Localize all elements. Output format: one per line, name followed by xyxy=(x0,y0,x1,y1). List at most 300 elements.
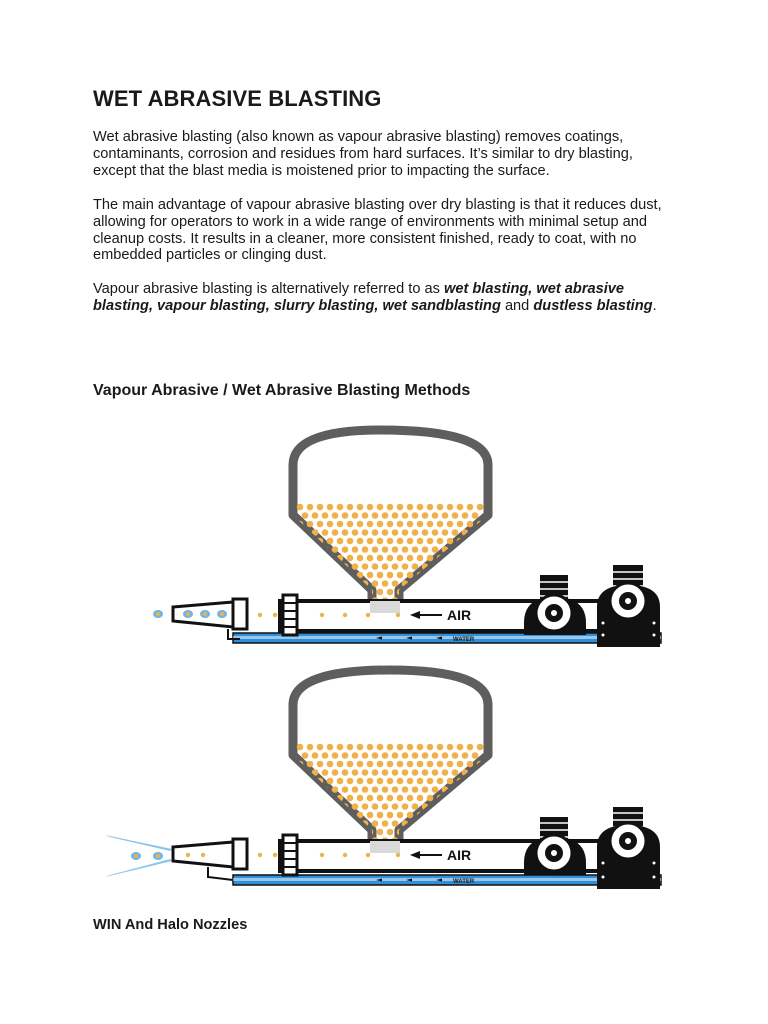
media-particle xyxy=(472,803,479,810)
media-particle xyxy=(307,812,314,819)
media-particle xyxy=(322,563,329,570)
media-particle xyxy=(442,563,449,570)
advantage-paragraph: The main advantage of vapour abrasive blasting over dry blasting is that it reduces dust, allowing for operators to work in a wide range of environments with minimal setup and cleanup costs. It results in a cleaner, more consistent finished, ready to coat, with no embedded particles or clinging dust. xyxy=(93,197,662,264)
media-particle xyxy=(372,786,379,793)
media-particle xyxy=(377,829,384,836)
media-particle xyxy=(332,803,339,810)
media-particle xyxy=(397,521,404,528)
media-particle xyxy=(387,589,394,596)
media-particle xyxy=(307,795,314,802)
media-particle xyxy=(457,761,464,768)
media-particle xyxy=(322,820,329,827)
media-particle xyxy=(352,563,359,570)
media-particle xyxy=(407,795,414,802)
media-particle xyxy=(317,572,324,579)
media-particle xyxy=(302,820,309,827)
media-particle xyxy=(347,761,354,768)
media-particle xyxy=(312,512,319,519)
media-particle xyxy=(397,744,404,751)
media-particle xyxy=(467,504,474,511)
media-particle xyxy=(472,546,479,553)
media-particle xyxy=(472,580,479,587)
media-particle xyxy=(317,829,324,836)
mixing-chamber xyxy=(370,601,400,613)
media-particle xyxy=(387,795,394,802)
media-particle xyxy=(327,812,334,819)
water-pump xyxy=(597,807,660,889)
media-particle xyxy=(347,521,354,528)
media-particle xyxy=(392,563,399,570)
media-particle xyxy=(412,803,419,810)
media-particle xyxy=(337,778,344,785)
media-particle xyxy=(372,512,379,519)
media-particle xyxy=(337,521,344,528)
subsection-heading: WIN And Halo Nozzles xyxy=(93,917,248,933)
media-particle xyxy=(327,744,334,751)
blasting-diagram-halo xyxy=(100,665,670,905)
media-particle xyxy=(352,786,359,793)
intro-paragraph: Wet abrasive blasting (also known as vapour abrasive blasting) removes coatings, contaminants, corrosion and residues from hard surfaces. It’s similar to dry blasting, except that the blast media is moistened prior to impacting the surface. xyxy=(93,129,633,179)
media-particle xyxy=(312,752,319,759)
media-particle xyxy=(392,786,399,793)
media-particle xyxy=(397,761,404,768)
media-particle xyxy=(422,546,429,553)
media-particle xyxy=(467,744,474,751)
media-particle xyxy=(332,769,339,776)
media-particle xyxy=(437,778,444,785)
media-particle xyxy=(307,521,314,528)
media-particle xyxy=(322,752,329,759)
media-particle xyxy=(387,555,394,562)
media-particle xyxy=(302,546,309,553)
media-particle xyxy=(392,752,399,759)
media-particle xyxy=(427,829,434,836)
air-label: AIR xyxy=(447,847,472,863)
media-particle xyxy=(382,529,389,536)
media-particle xyxy=(327,538,334,545)
media-particle xyxy=(307,555,314,562)
media-particle xyxy=(477,778,484,785)
media-particle xyxy=(387,504,394,511)
media-particle xyxy=(392,820,399,827)
media-particle xyxy=(347,829,354,836)
media-particle xyxy=(452,803,459,810)
media-particle xyxy=(347,555,354,562)
media-particle xyxy=(317,589,324,596)
media-particle xyxy=(457,829,464,836)
media-particle xyxy=(337,812,344,819)
media-particle xyxy=(447,504,454,511)
media-particle xyxy=(367,778,374,785)
media-particle xyxy=(457,555,464,562)
media-particle xyxy=(367,744,374,751)
media-particle xyxy=(442,580,449,587)
media-particle xyxy=(432,786,439,793)
media-particle xyxy=(327,761,334,768)
media-particle xyxy=(467,795,474,802)
media-particle xyxy=(377,538,384,545)
media-particle xyxy=(312,580,319,587)
media-particle xyxy=(417,589,424,596)
media-particle xyxy=(477,795,484,802)
media-particle xyxy=(302,512,309,519)
media-particle xyxy=(407,829,414,836)
media-particle xyxy=(337,761,344,768)
media-particle xyxy=(462,512,469,519)
media-particle xyxy=(437,572,444,579)
media-particle xyxy=(317,504,324,511)
media-particle xyxy=(392,580,399,587)
media-particle xyxy=(322,512,329,519)
media-particle xyxy=(337,829,344,836)
alt-names-end: . xyxy=(652,297,657,314)
media-particle xyxy=(312,820,319,827)
media-particle xyxy=(402,786,409,793)
media-hopper xyxy=(293,430,488,605)
media-particle xyxy=(367,555,374,562)
media-particle xyxy=(377,761,384,768)
media-particle xyxy=(307,572,314,579)
media-particle xyxy=(427,504,434,511)
media-particle xyxy=(442,769,449,776)
media-particle xyxy=(377,795,384,802)
media-particle xyxy=(447,744,454,751)
media-particle xyxy=(412,512,419,519)
media-particle xyxy=(427,555,434,562)
media-particle xyxy=(442,512,449,519)
media-particle xyxy=(332,580,339,587)
media-hopper xyxy=(293,670,488,845)
media-particle xyxy=(427,589,434,596)
media-particle xyxy=(367,504,374,511)
media-particle xyxy=(377,778,384,785)
media-particle xyxy=(332,820,339,827)
media-particle xyxy=(357,778,364,785)
media-particle xyxy=(322,769,329,776)
media-particle xyxy=(412,752,419,759)
media-particle xyxy=(477,812,484,819)
media-particle xyxy=(437,538,444,545)
media-particle xyxy=(447,572,454,579)
media-particle xyxy=(372,563,379,570)
media-particle xyxy=(462,580,469,587)
media-particle xyxy=(352,529,359,536)
media-particle xyxy=(392,529,399,536)
media-particle xyxy=(377,572,384,579)
media-particle xyxy=(432,820,439,827)
media-particle xyxy=(462,786,469,793)
media-particle xyxy=(422,752,429,759)
media-particle xyxy=(377,744,384,751)
media-particle xyxy=(437,589,444,596)
media-particle xyxy=(352,769,359,776)
media-particle xyxy=(332,752,339,759)
media-particle xyxy=(457,589,464,596)
media-particle xyxy=(412,546,419,553)
media-particle xyxy=(297,538,304,545)
media-particle xyxy=(362,546,369,553)
alt-names-intro: Vapour abrasive blasting is alternatively referred to as xyxy=(93,281,444,297)
media-particle xyxy=(397,538,404,545)
media-particle xyxy=(407,812,414,819)
media-particle xyxy=(392,512,399,519)
media-particle xyxy=(447,795,454,802)
media-particle xyxy=(402,529,409,536)
media-particle xyxy=(432,769,439,776)
media-particle xyxy=(427,761,434,768)
media-particle xyxy=(362,769,369,776)
media-particle xyxy=(327,589,334,596)
media-particle xyxy=(302,786,309,793)
media-particle xyxy=(332,563,339,570)
media-particle xyxy=(317,555,324,562)
media-particle xyxy=(337,572,344,579)
media-particle xyxy=(472,563,479,570)
media-particle xyxy=(372,546,379,553)
media-particle xyxy=(477,504,484,511)
halo-water-feed xyxy=(208,867,233,880)
media-particle xyxy=(422,580,429,587)
media-particle xyxy=(362,786,369,793)
media-particle xyxy=(417,778,424,785)
water-label: WATER xyxy=(453,637,475,643)
media-particle xyxy=(307,761,314,768)
media-particle xyxy=(382,820,389,827)
media-particle xyxy=(347,538,354,545)
media-particle xyxy=(342,820,349,827)
media-particle xyxy=(297,778,304,785)
air-label: AIR xyxy=(447,607,472,623)
media-particle xyxy=(342,752,349,759)
media-particle xyxy=(452,512,459,519)
media-particle xyxy=(452,820,459,827)
media-particle xyxy=(407,521,414,528)
media-particle xyxy=(372,752,379,759)
media-particle xyxy=(302,563,309,570)
media-particle xyxy=(417,761,424,768)
media-particle xyxy=(407,572,414,579)
media-particle xyxy=(427,812,434,819)
media-particle xyxy=(477,829,484,836)
media-particle xyxy=(362,529,369,536)
media-particle xyxy=(402,803,409,810)
media-particle xyxy=(387,761,394,768)
media-particle xyxy=(437,744,444,751)
media-particle xyxy=(312,786,319,793)
alt-names-terms: wet blasting, wet abrasive blasting, vapour blasting, slurry blasting, wet sandblasting xyxy=(93,281,625,314)
media-particle xyxy=(297,744,304,751)
media-particle xyxy=(467,812,474,819)
media-particle xyxy=(422,512,429,519)
media-particle xyxy=(332,786,339,793)
media-particle xyxy=(397,504,404,511)
media-particle xyxy=(397,795,404,802)
media-particle xyxy=(387,572,394,579)
media-particle xyxy=(342,546,349,553)
blasting-diagram-standard xyxy=(100,425,670,665)
media-particle xyxy=(347,778,354,785)
media-particle xyxy=(477,538,484,545)
media-particle xyxy=(432,752,439,759)
media-particle xyxy=(297,795,304,802)
media-particle xyxy=(347,589,354,596)
media-particle xyxy=(317,812,324,819)
media-particle xyxy=(317,795,324,802)
media-particle xyxy=(462,803,469,810)
media-particle xyxy=(477,744,484,751)
media-particle xyxy=(352,752,359,759)
media-particle xyxy=(447,521,454,528)
media-particle xyxy=(417,744,424,751)
water-label: WATER xyxy=(453,879,475,885)
media-particle xyxy=(382,769,389,776)
media-particle xyxy=(372,529,379,536)
media-particle xyxy=(427,521,434,528)
media-particle xyxy=(342,512,349,519)
media-particle xyxy=(402,563,409,570)
media-particle xyxy=(317,744,324,751)
media-particle xyxy=(452,580,459,587)
media-particle xyxy=(462,563,469,570)
media-particle xyxy=(357,829,364,836)
media-particle xyxy=(457,521,464,528)
media-particle xyxy=(392,803,399,810)
media-particle xyxy=(462,546,469,553)
media-particle xyxy=(467,538,474,545)
media-particle xyxy=(342,529,349,536)
page-title: WET ABRASIVE BLASTING xyxy=(93,86,382,111)
hose-coupling xyxy=(283,595,297,635)
media-particle xyxy=(352,512,359,519)
media-particle xyxy=(302,752,309,759)
media-particle xyxy=(472,752,479,759)
media-particle xyxy=(377,504,384,511)
blast-particles xyxy=(131,852,163,860)
media-particle xyxy=(447,778,454,785)
media-particle xyxy=(377,521,384,528)
media-particle xyxy=(322,529,329,536)
media-particle xyxy=(402,769,409,776)
media-particle xyxy=(407,744,414,751)
media-particle xyxy=(357,795,364,802)
media-particle xyxy=(367,761,374,768)
media-particle xyxy=(447,812,454,819)
media-particle xyxy=(412,769,419,776)
media-particle xyxy=(357,744,364,751)
media-particle xyxy=(372,580,379,587)
media-particle xyxy=(477,555,484,562)
media-particle xyxy=(437,504,444,511)
media-particle xyxy=(297,504,304,511)
media-particle xyxy=(312,803,319,810)
media-particle xyxy=(467,521,474,528)
media-particle xyxy=(467,778,474,785)
media-particle xyxy=(387,829,394,836)
water-pump xyxy=(597,565,660,647)
media-particle xyxy=(477,572,484,579)
media-particle xyxy=(417,829,424,836)
media-particle xyxy=(382,803,389,810)
media-particle xyxy=(347,795,354,802)
media-particle xyxy=(407,504,414,511)
media-particle xyxy=(382,546,389,553)
media-particle xyxy=(417,538,424,545)
media-particle xyxy=(337,538,344,545)
media-particle xyxy=(467,761,474,768)
media-particle xyxy=(407,555,414,562)
media-particle xyxy=(297,555,304,562)
media-particle xyxy=(362,512,369,519)
media-particle xyxy=(417,555,424,562)
hose-coupling xyxy=(283,835,297,875)
media-particle xyxy=(442,803,449,810)
mixing-chamber xyxy=(370,841,400,853)
media-particle xyxy=(417,795,424,802)
media-particle xyxy=(332,512,339,519)
media-particle xyxy=(347,504,354,511)
media-particle xyxy=(457,744,464,751)
media-particle xyxy=(432,512,439,519)
media-particle xyxy=(427,744,434,751)
media-particle xyxy=(297,572,304,579)
media-particle xyxy=(352,546,359,553)
media-particle xyxy=(367,538,374,545)
media-particle xyxy=(457,504,464,511)
media-particle xyxy=(342,580,349,587)
media-particle xyxy=(457,572,464,579)
media-particle xyxy=(367,572,374,579)
media-particle xyxy=(332,546,339,553)
media-particle xyxy=(467,572,474,579)
media-particle xyxy=(392,546,399,553)
media-particle xyxy=(347,744,354,751)
media-particle xyxy=(362,803,369,810)
media-particle xyxy=(397,555,404,562)
media-particle xyxy=(472,512,479,519)
media-particle xyxy=(467,589,474,596)
media-particle xyxy=(362,563,369,570)
media-particle xyxy=(327,572,334,579)
media-particle xyxy=(297,812,304,819)
media-particle xyxy=(337,744,344,751)
media-particle xyxy=(322,803,329,810)
media-particle xyxy=(422,786,429,793)
media-particle xyxy=(372,820,379,827)
media-particle xyxy=(342,786,349,793)
media-particle xyxy=(377,555,384,562)
media-particle xyxy=(382,512,389,519)
media-particle xyxy=(352,803,359,810)
media-particle xyxy=(402,546,409,553)
media-particle xyxy=(447,538,454,545)
media-particle xyxy=(307,829,314,836)
media-particle xyxy=(317,761,324,768)
media-particle xyxy=(317,521,324,528)
media-particle xyxy=(427,572,434,579)
media-particle xyxy=(322,580,329,587)
media-particle xyxy=(402,512,409,519)
media-particle xyxy=(327,829,334,836)
media-particle xyxy=(437,829,444,836)
media-particle xyxy=(417,504,424,511)
media-particle xyxy=(357,761,364,768)
media-particle xyxy=(422,529,429,536)
media-particle xyxy=(447,829,454,836)
media-particle xyxy=(382,786,389,793)
media-particle xyxy=(442,820,449,827)
media-particle xyxy=(342,769,349,776)
media-particle xyxy=(387,812,394,819)
